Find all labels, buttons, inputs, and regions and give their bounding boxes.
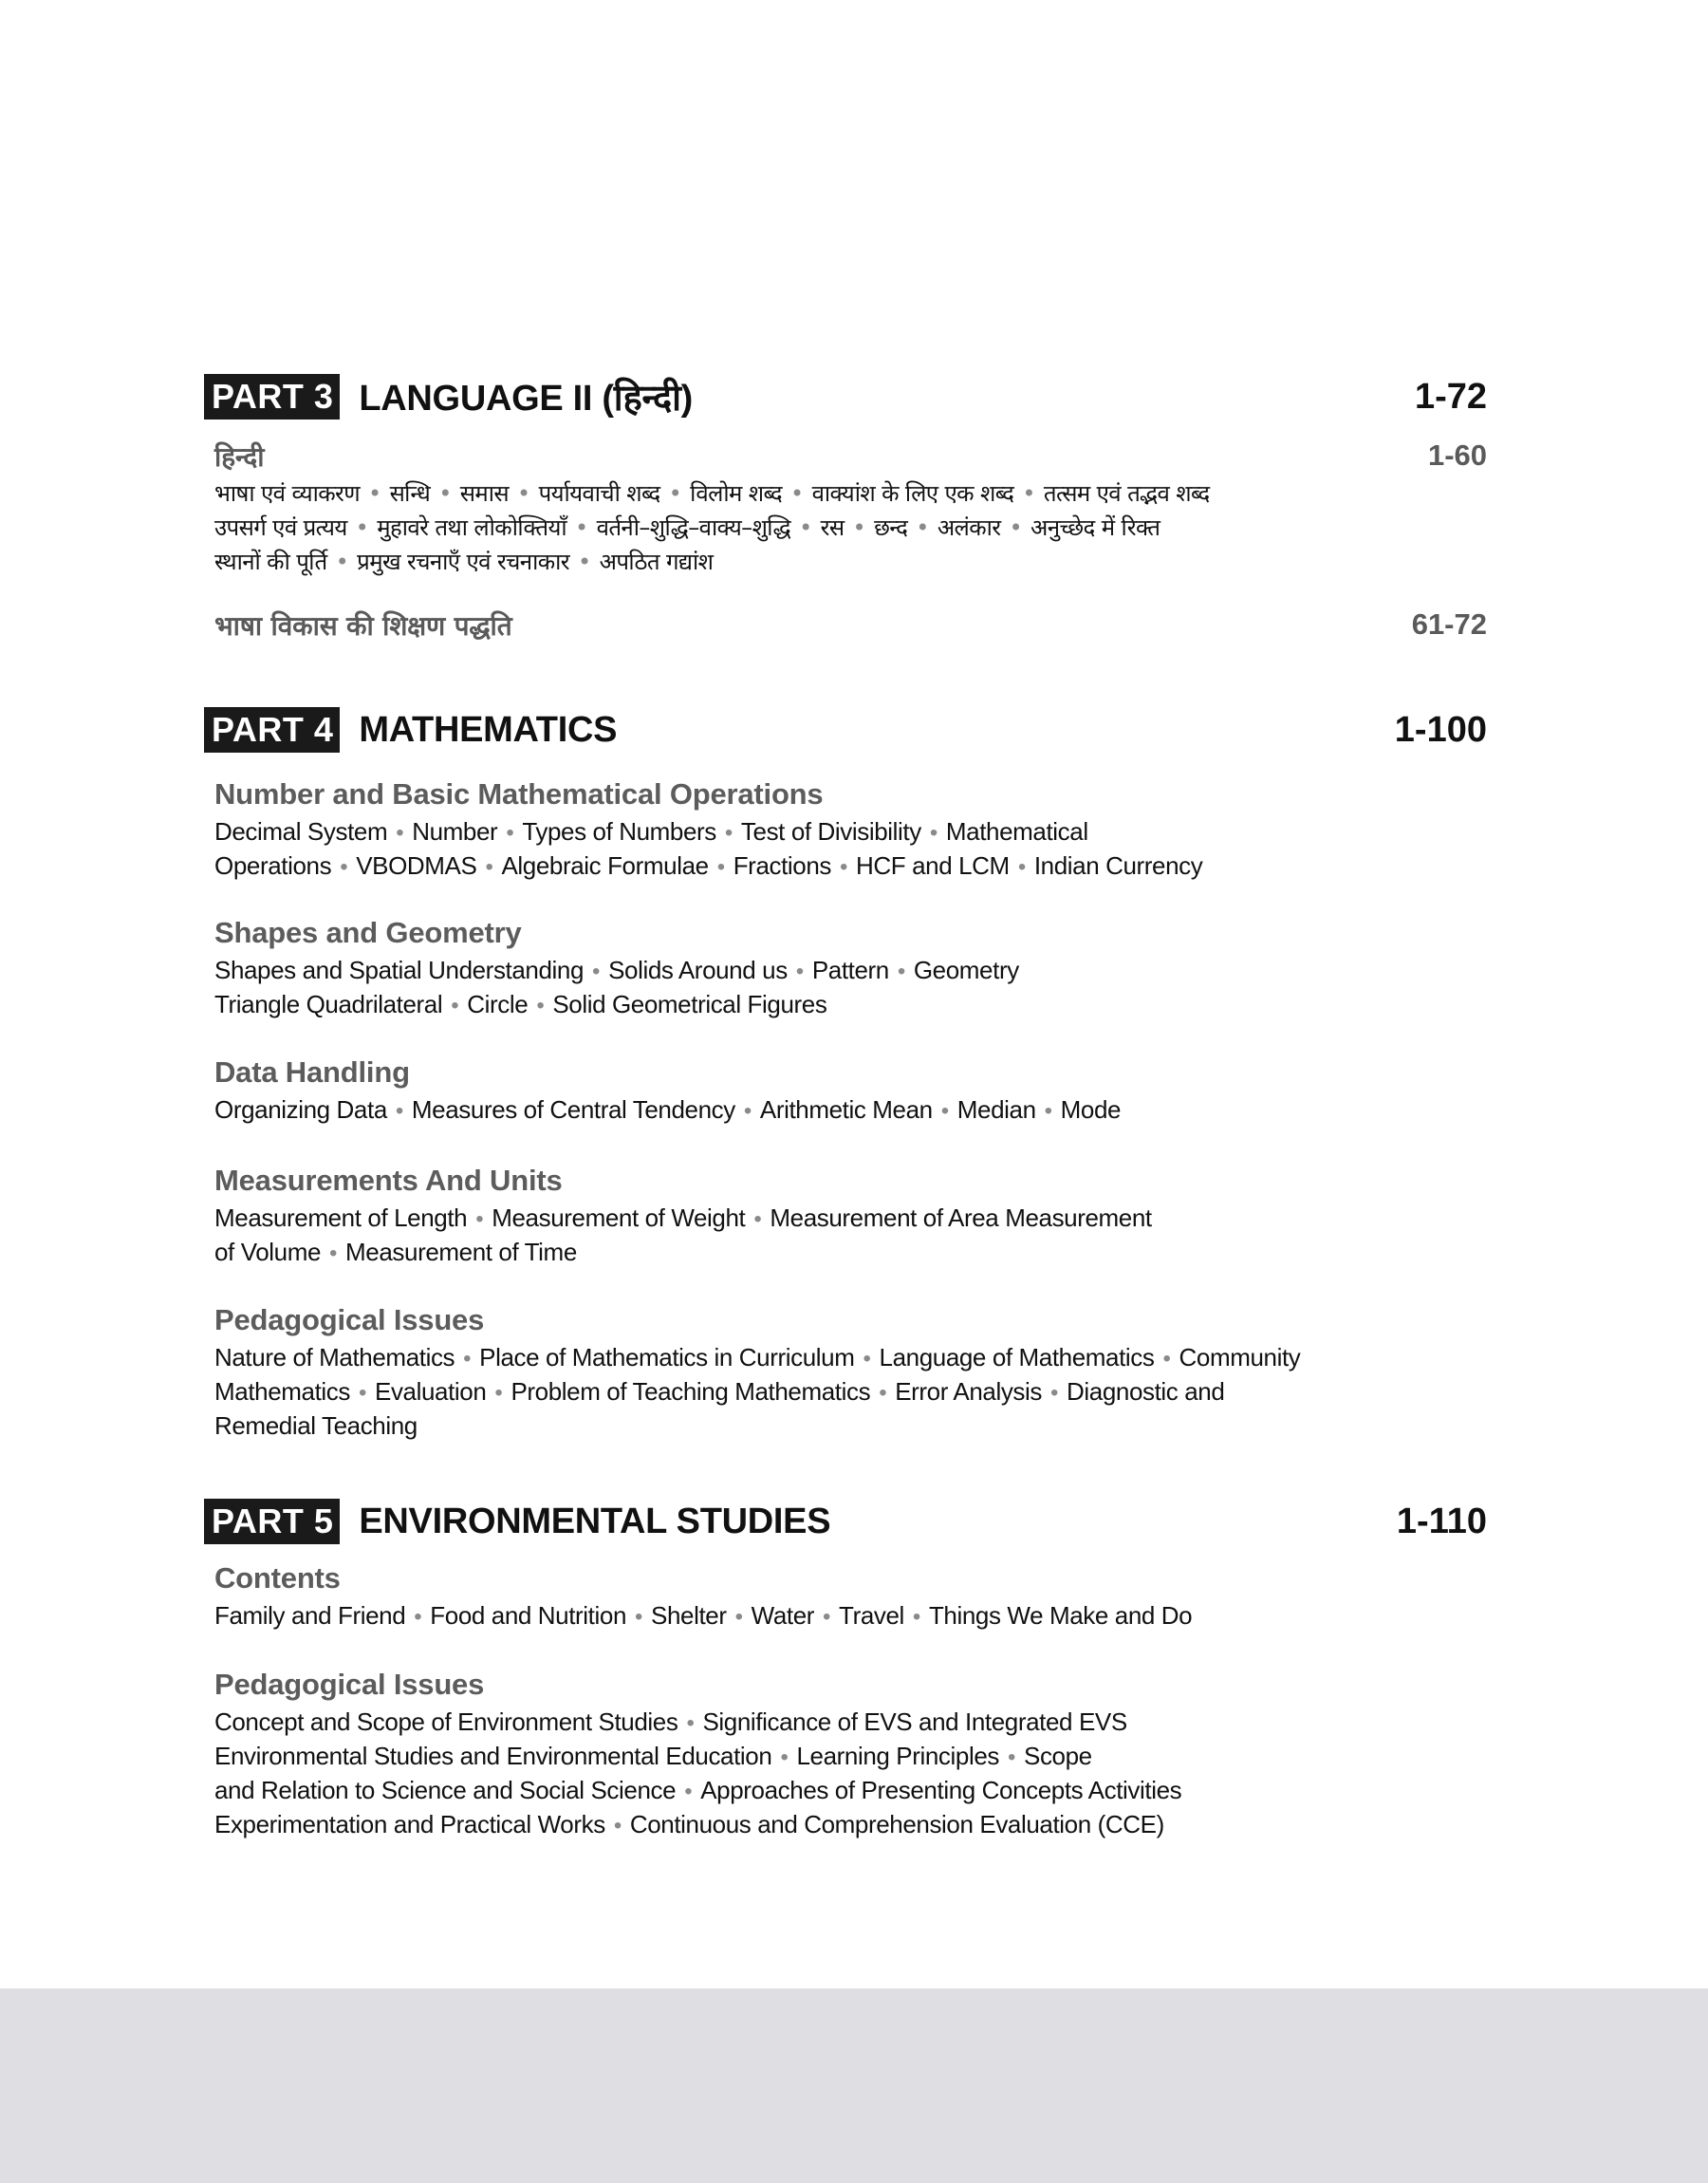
topic-item: Measurement of Weight bbox=[492, 1203, 746, 1232]
topic-item: सन्धि bbox=[389, 480, 431, 507]
topic-item: मुहावरे तथा लोकोक्तियाँ bbox=[377, 514, 567, 541]
topic-item: प्रमुख रचनाएँ एवं रचनाकार bbox=[357, 549, 570, 575]
section-title: Contents bbox=[214, 1561, 341, 1595]
bullet-separator: • bbox=[635, 1604, 643, 1630]
bullet-separator: • bbox=[852, 514, 866, 541]
bullet-separator: • bbox=[1017, 854, 1026, 880]
topic-item: Diagnostic and bbox=[1067, 1377, 1225, 1406]
bullet-separator: • bbox=[734, 1604, 743, 1630]
topic-line bbox=[214, 1341, 1487, 1375]
topic-line bbox=[214, 1093, 1487, 1128]
topic-item: Error Analysis bbox=[895, 1377, 1042, 1406]
bullet-separator: • bbox=[355, 514, 369, 541]
topic-item: पर्यायवाची शब्द bbox=[538, 480, 660, 507]
topic-line bbox=[214, 849, 1487, 884]
bullet-separator: • bbox=[329, 1241, 338, 1266]
bullet-separator: • bbox=[1007, 1745, 1015, 1770]
topic-line bbox=[214, 511, 1487, 545]
topic-line bbox=[214, 954, 1487, 988]
bullet-separator: • bbox=[799, 514, 812, 541]
section-data-handling bbox=[214, 1055, 1487, 1128]
bullet-separator: • bbox=[716, 854, 725, 880]
topic-item: Language of Mathematics bbox=[879, 1343, 1155, 1371]
bullet-separator: • bbox=[506, 820, 514, 846]
topic-list bbox=[214, 1202, 1487, 1270]
bullet-separator: • bbox=[494, 1380, 503, 1406]
topic-list bbox=[214, 1599, 1487, 1633]
bullet-separator: • bbox=[536, 993, 545, 1018]
topic-item: Indian Currency bbox=[1033, 851, 1203, 880]
topic-item: Evaluation bbox=[375, 1377, 487, 1406]
section-title: हिन्दी bbox=[214, 441, 265, 473]
part-badge: PART 5 bbox=[204, 1499, 340, 1544]
topic-item: Mathematics bbox=[214, 1377, 350, 1406]
section-shapes-geometry bbox=[214, 916, 1487, 1022]
topic-line bbox=[214, 1202, 1487, 1236]
topic-item: अपठित गद्यांश bbox=[599, 549, 714, 575]
topic-line bbox=[214, 988, 1487, 1022]
part-title: ENVIRONMENTAL STUDIES bbox=[359, 1501, 831, 1541]
section-page-range: 61-72 bbox=[1411, 607, 1487, 641]
topic-item: Measurement of Area Measurement bbox=[770, 1203, 1152, 1232]
bullet-separator: • bbox=[724, 820, 733, 846]
topic-item: Mode bbox=[1060, 1095, 1122, 1124]
topic-item: Concept and Scope of Environment Studies bbox=[214, 1707, 678, 1736]
bullet-separator: • bbox=[743, 1098, 752, 1124]
part-page-range: 1-72 bbox=[1414, 376, 1487, 417]
bullet-separator: • bbox=[1022, 480, 1035, 507]
topic-item: भाषा एवं व्याकरण bbox=[214, 480, 360, 507]
bullet-separator: • bbox=[340, 854, 348, 880]
topic-list bbox=[214, 1706, 1487, 1842]
topic-item: of Volume bbox=[214, 1238, 322, 1266]
topic-item: Fractions bbox=[733, 851, 832, 880]
section-page-range: 1-60 bbox=[1427, 438, 1487, 472]
topic-item: Significance of EVS and Integrated EVS bbox=[702, 1707, 1127, 1736]
section-measurements bbox=[214, 1164, 1487, 1270]
topic-item: रस bbox=[820, 514, 845, 541]
bullet-separator: • bbox=[753, 1206, 762, 1232]
topic-item: Organizing Data bbox=[214, 1095, 387, 1124]
topic-item: विलोम शब्द bbox=[690, 480, 783, 507]
topic-line bbox=[214, 1599, 1487, 1633]
part-4-heading bbox=[204, 706, 1487, 754]
section-evs-pedagogy bbox=[214, 1668, 1487, 1842]
part-badge: PART 3 bbox=[204, 374, 340, 420]
topic-item: Scope bbox=[1024, 1742, 1092, 1770]
bullet-separator: • bbox=[780, 1745, 789, 1770]
section-evs-contents bbox=[214, 1561, 1487, 1633]
bullet-separator: • bbox=[592, 959, 601, 984]
bullet-separator: • bbox=[451, 993, 459, 1018]
topic-item: Number bbox=[412, 817, 498, 846]
topic-item: HCF and LCM bbox=[856, 851, 1010, 880]
bullet-separator: • bbox=[897, 959, 905, 984]
topic-line bbox=[214, 1740, 1487, 1774]
bullet-separator: • bbox=[863, 1346, 871, 1371]
bullet-separator: • bbox=[368, 480, 381, 507]
topic-line bbox=[214, 1375, 1487, 1409]
topic-item: वर्तनी–शुद्धि–वाक्य–शुद्धि bbox=[596, 514, 791, 541]
bullet-separator: • bbox=[1162, 1346, 1171, 1371]
topic-item: Water bbox=[751, 1601, 815, 1630]
bullet-separator: • bbox=[1009, 514, 1023, 541]
topic-item: समास bbox=[459, 480, 509, 507]
topic-item: Nature of Mathematics bbox=[214, 1343, 455, 1371]
section-hindi-pedagogy bbox=[214, 607, 1487, 645]
topic-item: Family and Friend bbox=[214, 1601, 406, 1630]
topic-item: Test of Divisibility bbox=[740, 817, 921, 846]
section-title: Pedagogical Issues bbox=[214, 1303, 485, 1336]
bullet-separator: • bbox=[1050, 1380, 1059, 1406]
bullet-separator: • bbox=[395, 1098, 403, 1124]
topic-line bbox=[214, 815, 1487, 849]
topic-item: Continuous and Comprehension Evaluation (CCE) bbox=[629, 1810, 1164, 1838]
bullet-separator: • bbox=[668, 480, 682, 507]
bullet-separator: • bbox=[335, 549, 349, 575]
topic-item: अलंकार bbox=[937, 514, 1001, 541]
part-3-heading bbox=[204, 373, 1487, 420]
bullet-separator: • bbox=[686, 1710, 695, 1736]
topic-item: Median bbox=[956, 1095, 1036, 1124]
topic-item: Measurement of Time bbox=[345, 1238, 577, 1266]
topic-item: VBODMAS bbox=[356, 851, 477, 880]
part-5-heading bbox=[204, 1498, 1487, 1545]
part-badge: PART 4 bbox=[204, 707, 340, 753]
part-title: MATHEMATICS bbox=[359, 709, 618, 750]
topic-item: Learning Principles bbox=[796, 1742, 999, 1770]
topic-item: Community bbox=[1179, 1343, 1301, 1371]
bullet-separator: • bbox=[414, 1604, 422, 1630]
bullet-separator: • bbox=[879, 1380, 887, 1406]
topic-line bbox=[214, 476, 1487, 511]
part-page-range: 1-100 bbox=[1394, 709, 1487, 750]
bullet-separator: • bbox=[823, 1604, 831, 1630]
bullet-separator: • bbox=[578, 549, 591, 575]
topic-item: वाक्यांश के लिए एक शब्द bbox=[811, 480, 1014, 507]
topic-item: Solids Around us bbox=[608, 956, 788, 984]
topic-item: तत्सम एवं तद्भव शब्द bbox=[1043, 480, 1210, 507]
section-title: भाषा विकास की शिक्षण पद्धति bbox=[214, 610, 512, 642]
bullet-separator: • bbox=[840, 854, 848, 880]
section-number-operations bbox=[214, 777, 1487, 884]
part-title: LANGUAGE II (हिन्दी) bbox=[359, 379, 694, 419]
bullet-separator: • bbox=[613, 1813, 622, 1838]
topic-item: उपसर्ग एवं प्रत्यय bbox=[214, 514, 347, 541]
topic-item: Approaches of Presenting Concepts Activities bbox=[700, 1776, 1182, 1804]
topic-item: Travel bbox=[839, 1601, 904, 1630]
section-title: Data Handling bbox=[214, 1055, 410, 1089]
topic-item: Problem of Teaching Mathematics bbox=[511, 1377, 871, 1406]
bullet-separator: • bbox=[463, 1346, 472, 1371]
bullet-separator: • bbox=[396, 820, 404, 846]
bullet-separator: • bbox=[795, 959, 804, 984]
section-title: Number and Basic Mathematical Operations bbox=[214, 777, 824, 811]
bullet-separator: • bbox=[684, 1779, 693, 1804]
topic-line bbox=[214, 1808, 1487, 1842]
topic-line bbox=[214, 1706, 1487, 1740]
topic-item: Environmental Studies and Environmental Education bbox=[214, 1742, 772, 1770]
topic-item: Circle bbox=[467, 990, 529, 1018]
topic-item: Things We Make and Do bbox=[928, 1601, 1193, 1630]
topic-item: Measurement of Length bbox=[214, 1203, 468, 1232]
topic-line bbox=[214, 545, 1487, 579]
bullet-separator: • bbox=[575, 514, 588, 541]
topic-item: Remedial Teaching bbox=[214, 1411, 418, 1440]
bullet-separator: • bbox=[940, 1098, 949, 1124]
topic-item: and Relation to Science and Social Science bbox=[214, 1776, 677, 1804]
bullet-separator: • bbox=[1044, 1098, 1052, 1124]
bullet-separator: • bbox=[517, 480, 530, 507]
section-title: Measurements And Units bbox=[214, 1164, 563, 1197]
bullet-separator: • bbox=[438, 480, 452, 507]
topic-item: Place of Mathematics in Curriculum bbox=[479, 1343, 855, 1371]
topic-item: Arithmetic Mean bbox=[759, 1095, 933, 1124]
topic-item: Types of Numbers bbox=[522, 817, 716, 846]
topic-list bbox=[214, 954, 1487, 1022]
topic-item: Operations bbox=[214, 851, 332, 880]
topic-item: Algebraic Formulae bbox=[501, 851, 709, 880]
topic-item: Shapes and Spatial Understanding bbox=[214, 956, 585, 984]
bullet-separator: • bbox=[929, 820, 938, 846]
section-math-pedagogy bbox=[214, 1303, 1487, 1442]
bullet-separator: • bbox=[485, 854, 493, 880]
topic-item: Mathematical bbox=[945, 817, 1088, 846]
topic-list bbox=[214, 476, 1487, 579]
topic-line bbox=[214, 1774, 1487, 1808]
topic-item: स्थानों की पूर्ति bbox=[214, 549, 327, 575]
topic-item: Solid Geometrical Figures bbox=[552, 990, 827, 1018]
bullet-separator: • bbox=[790, 480, 804, 507]
topic-item: Experimentation and Practical Works bbox=[214, 1810, 605, 1838]
topic-item: अनुच्छेद में रिक्त bbox=[1030, 514, 1160, 541]
topic-list bbox=[214, 815, 1487, 884]
topic-list bbox=[214, 1341, 1487, 1442]
part-page-range: 1-110 bbox=[1396, 1501, 1487, 1541]
topic-list bbox=[214, 1093, 1487, 1128]
topic-item: Geometry bbox=[913, 956, 1019, 984]
topic-item: Food and Nutrition bbox=[430, 1601, 627, 1630]
bullet-separator: • bbox=[912, 1604, 920, 1630]
bullet-separator: • bbox=[475, 1206, 484, 1232]
bottom-margin-band bbox=[0, 1988, 1708, 2183]
bullet-separator: • bbox=[916, 514, 929, 541]
topic-item: Decimal System bbox=[214, 817, 388, 846]
bullet-separator: • bbox=[358, 1380, 366, 1406]
topic-item: Shelter bbox=[651, 1601, 727, 1630]
section-hindi bbox=[214, 438, 1487, 579]
topic-item: Triangle Quadrilateral bbox=[214, 990, 443, 1018]
topic-item: Measures of Central Tendency bbox=[411, 1095, 735, 1124]
topic-line bbox=[214, 1236, 1487, 1270]
section-title: Pedagogical Issues bbox=[214, 1668, 485, 1701]
topic-item: छन्द bbox=[874, 514, 908, 541]
topic-item: Pattern bbox=[811, 956, 889, 984]
topic-line bbox=[214, 1409, 1487, 1442]
section-title: Shapes and Geometry bbox=[214, 916, 522, 949]
